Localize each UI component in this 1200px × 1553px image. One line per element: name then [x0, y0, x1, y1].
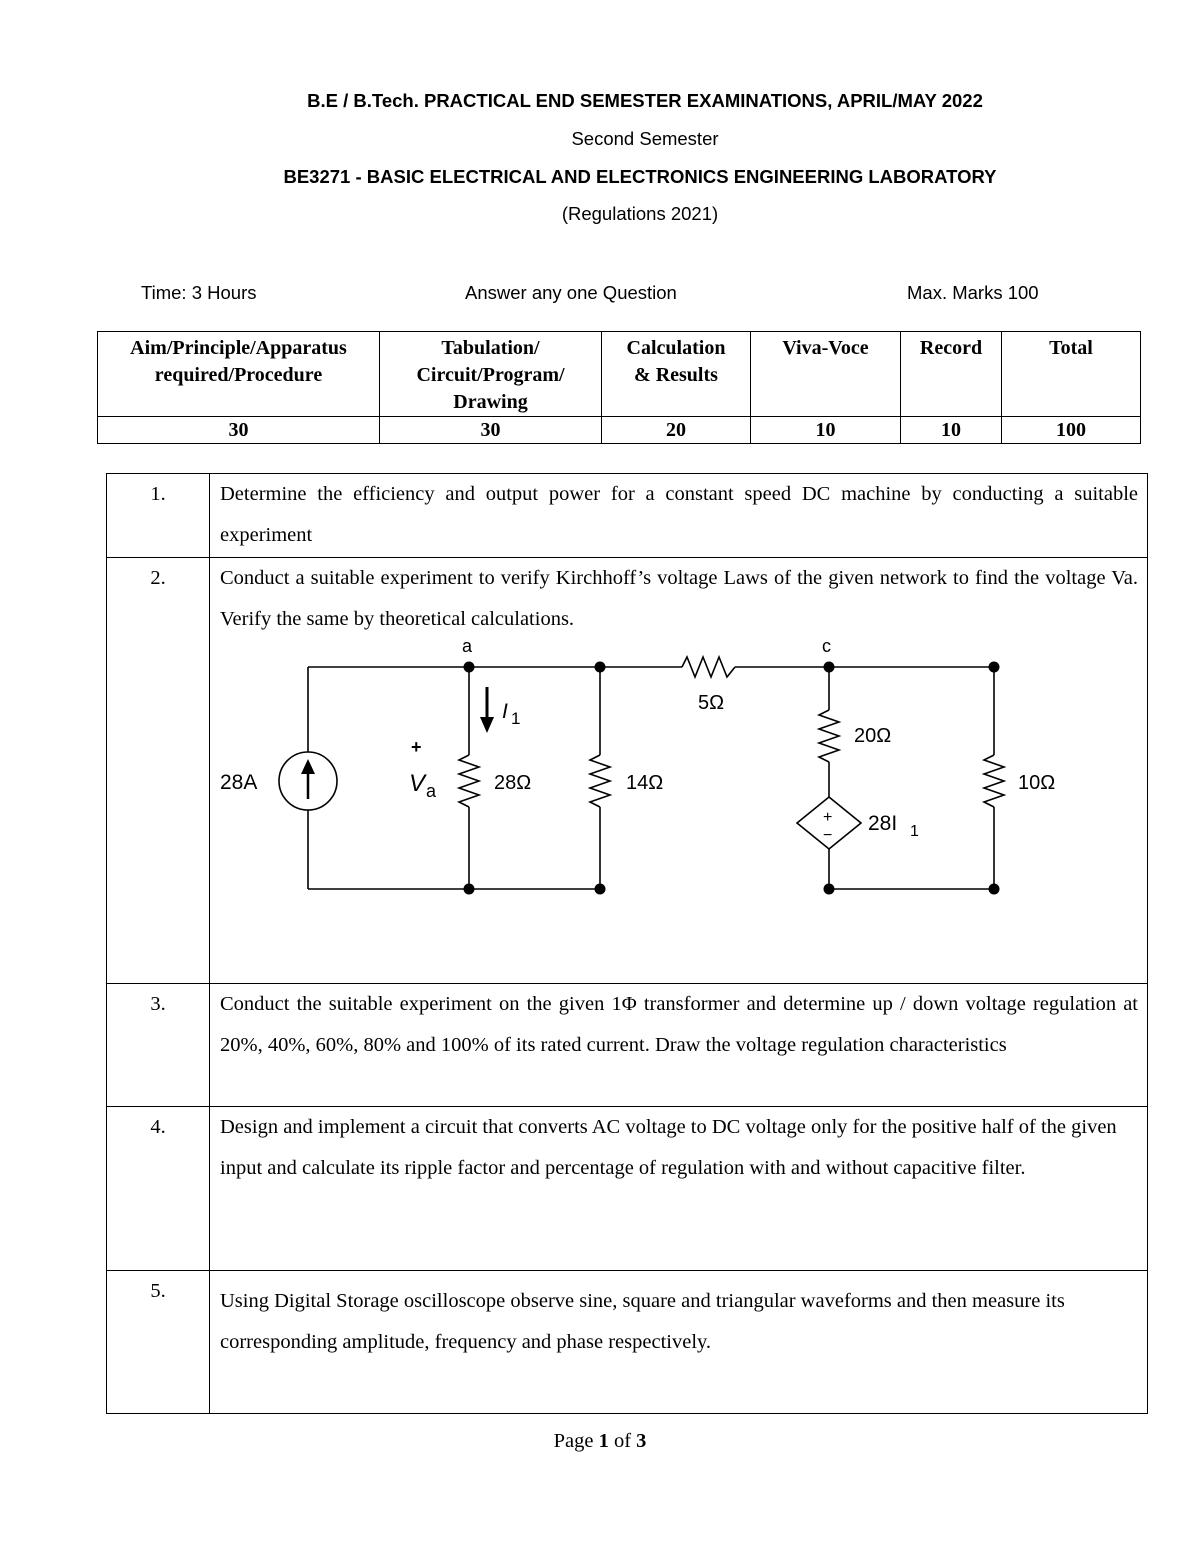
question-number: 4.: [107, 1107, 210, 1271]
header-cell: [901, 332, 1002, 417]
dependent-source-plus: +: [823, 809, 833, 826]
resistor-5-label: 5Ω: [698, 692, 725, 714]
exam-duration: Time: 3 Hours: [141, 282, 257, 303]
questions-table: [106, 473, 1148, 1414]
question-row: [107, 984, 1148, 1107]
semester: Second Semester: [571, 128, 719, 149]
question-row: [107, 474, 1148, 558]
header-cell: [602, 332, 751, 417]
header-cell: [1002, 332, 1141, 417]
header-line: Viva-Voce: [782, 337, 869, 359]
header-line: Circuit/Program/: [416, 364, 565, 386]
header-cell: [98, 332, 380, 417]
marks-value: 20: [602, 417, 751, 444]
question-number: 2.: [107, 558, 210, 984]
page-total: 3: [636, 1430, 647, 1452]
question-number: 5.: [107, 1271, 210, 1414]
page-number: 1: [598, 1430, 609, 1452]
header-line: Aim/Principle/Apparatus: [130, 337, 347, 359]
circuit-diagram: [210, 625, 1110, 915]
course-title: BE3271 - BASIC ELECTRICAL AND ELECTRONICS ENGINEERING LABORATORY: [283, 166, 997, 187]
resistor-28-label: 28Ω: [494, 772, 532, 794]
header-line: Total: [1049, 337, 1093, 359]
resistor-10-label: 10Ω: [1018, 772, 1056, 794]
question-text: Conduct the suitable experiment on the given 1Φ transformer and determine up / down voltage regulation at 20%, 40%, 60%, 80% and 100% of its rated current. Draw the voltage regulation characteristics: [210, 984, 1148, 1107]
header-cell: [751, 332, 901, 417]
header-cell: [380, 332, 602, 417]
marks-value: 30: [380, 417, 602, 444]
header-line: required/Procedure: [154, 364, 323, 386]
question-text: Design and implement a circuit that converts AC voltage to DC voltage only for the positive half of the given input and calculate its ripple factor and percentage of regulation with and without capacitive filter.: [210, 1107, 1148, 1271]
regulations: (Regulations 2021): [561, 203, 719, 224]
question-number: 3.: [107, 984, 210, 1107]
exam-instruction: Answer any one Question: [465, 282, 677, 303]
marks-value: 100: [1002, 417, 1141, 444]
question-row: [107, 1271, 1148, 1414]
current-subscript: 1: [511, 709, 521, 728]
header-line: Calculation: [626, 337, 726, 359]
marks-value: 10: [901, 417, 1002, 444]
question-text: Determine the efficiency and output power for a constant speed DC machine by conducting a suitable experiment: [210, 474, 1148, 558]
exam-title: B.E / B.Tech. PRACTICAL END SEMESTER EXAMINATIONS, APRIL/MAY 2022: [307, 90, 983, 111]
dependent-source-label: 28I: [868, 812, 898, 835]
node-a-label: a: [462, 636, 473, 656]
page-footer: [0, 1430, 1200, 1453]
dependent-source-subscript: 1: [910, 823, 919, 840]
header-line: Tabulation/: [441, 337, 540, 359]
max-marks: Max. Marks 100: [907, 282, 1039, 303]
resistor-20-label: 20Ω: [854, 725, 892, 747]
header-line: Drawing: [453, 391, 528, 413]
marks-value: 30: [98, 417, 380, 444]
question-row: [107, 1107, 1148, 1271]
current-source-label: 28A: [220, 771, 258, 794]
header-line: Record: [919, 337, 983, 359]
question-text: Conduct a suitable experiment to verify Kirchhoff’s voltage Laws of the given network to find the voltage Va. Verify the same by theoretical calculations.: [210, 558, 1148, 984]
voltage-plus: +: [411, 737, 422, 757]
resistor-14-label: 14Ω: [626, 772, 664, 794]
current-label: I: [502, 700, 508, 723]
marks-values-row: [98, 417, 1141, 444]
header-line: & Results: [634, 364, 718, 386]
voltage-label: V: [409, 770, 426, 797]
marks-header-row: [98, 332, 1141, 417]
question-number: 1.: [107, 474, 210, 558]
page-prefix: Page: [553, 1430, 599, 1452]
dependent-source-minus: −: [823, 827, 833, 844]
voltage-subscript: a: [426, 781, 437, 801]
node-c-label: c: [822, 636, 831, 656]
question-text: Using Digital Storage oscilloscope observe sine, square and triangular waveforms and then measure its corresponding amplitude, frequency and phase respectively.: [210, 1271, 1148, 1414]
page-mid: of: [608, 1430, 637, 1452]
marks-value: 10: [751, 417, 901, 444]
marks-distribution-table: [97, 331, 1141, 444]
